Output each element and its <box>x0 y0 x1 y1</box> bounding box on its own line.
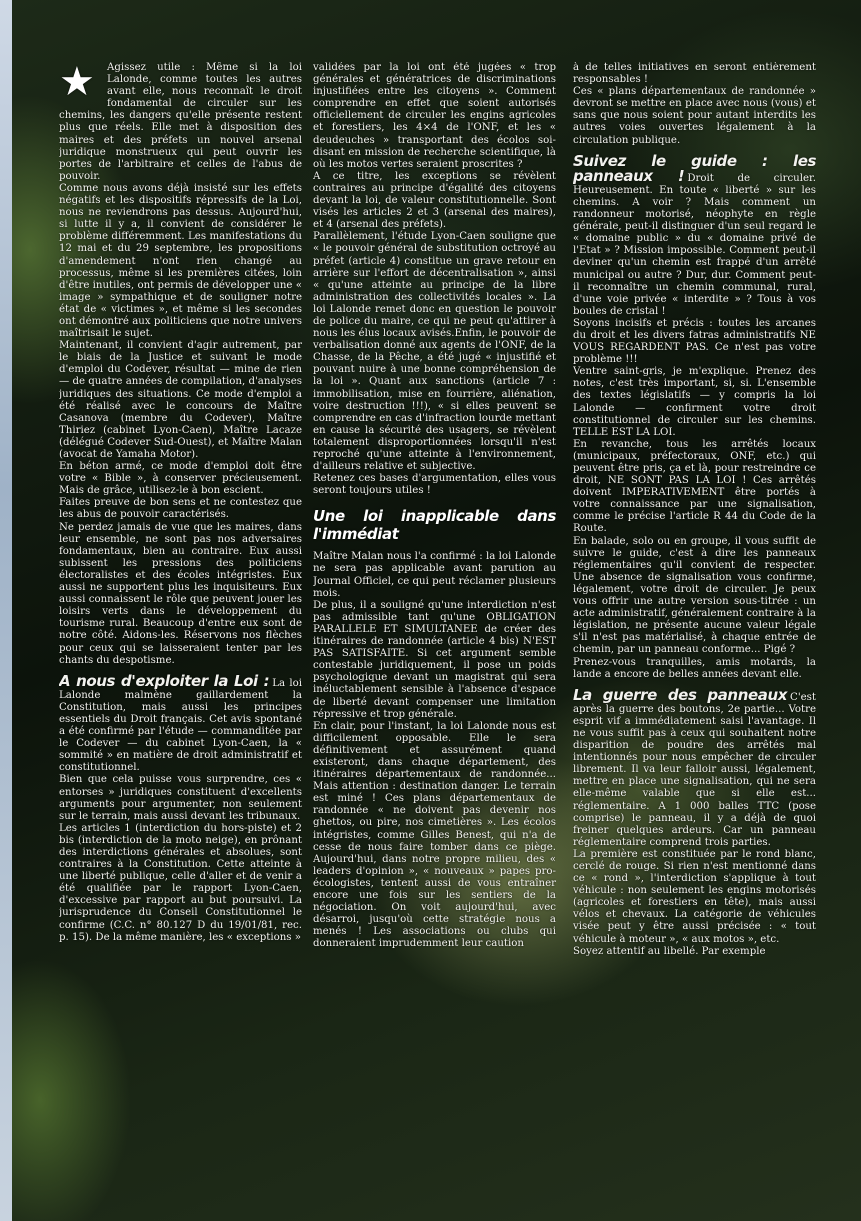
text-column-2 <box>313 62 556 1212</box>
paragraph: En balade, solo ou en groupe, il vous suffit de suivre le guide, c'est à dire les panneaux réglementaires qu'il convient de respecter. Une absence de signalisation vous confirme, légalement, votre droit de circuler. Je peux vous offrir une autre version sous-titrée : un acte administratif, généralement contraire à la législation, ne présente aucune valeur légale s'il n'est pas matérialisé, à chaque entrée de chemin, par un panneau conforme... Pigé ? <box>573 535 816 656</box>
paragraph-with-heading: Suivez le guide : les panneaux ! Droit de circuler. Heureusement. En toute « liberté » sur les chemins. A voir ? Mais comment un randonneur motorisé, néophyte en règle générale, peut-il distinguer d'un seul regard le « domaine public » du « domaine privé de l'Etat » ? Mission impossible. Comment peut-il deviner qu'un chemin est frappé d'un arrêté municipal ou autre ? Dur, dur. Comment peut-il reconnaître un chemin communal, rural, d'une voie privée « interdite » ? Tous à vos boules de cristal ! <box>573 151 816 317</box>
paragraph: Prenez-vous tranquilles, amis motards, la lande a encore de belles années devant elle. <box>573 656 816 680</box>
section-heading-guide: Suivez le guide : les panneaux ! <box>573 151 816 185</box>
section-heading-inapplicable: Une loi inapplicable dans l'immédiat <box>313 507 556 544</box>
star-icon: ★ <box>59 62 95 105</box>
paragraph: Bien que cela puisse vous surprendre, ces « entorses » juridiques constituent d'excellents arguments pour argumenter, non seulement sur le terrain, mais aussi devant les tribunaux. <box>59 774 302 822</box>
section-heading-exploiter: A nous d'exploiter la Loi : <box>59 671 270 690</box>
text-column-3 <box>573 62 816 1212</box>
paragraph: Soyez attentif au libellé. Par exemple <box>573 945 766 957</box>
paragraph: En béton armé, ce mode d'emploi doit être votre « Bible », à conserver précieusement. Mais de grâce, utilisez-le à bon escient. <box>59 461 302 497</box>
paragraph: Parallèlement, l'étude Lyon-Caen souligne que « le pouvoir général de substitution octroyé au préfet (article 4) constitue un grave retour en arrière sur l'effort de décentralisation », ainsi « qu'une atteinte au principe de la libre administration des collectivités locales ». La loi Lalonde remet donc en question le pouvoir de police du maire, ce qui ne peut qu'attirer à nous les élus locaux avisés.Enfin, le pouvoir de verbalisation donné aux agents de l'ONF, de la Chasse, de la Pêche, a été jugé « injustifié et pouvant nuire à une bonne compréhension de la loi ». Quant aux sanctions (article 7 : immobilisation, mise en fourrière, aliénation, voire destruction !!!), « si elles peuvent se comprendre en cas d'infraction lourde mettant en cause la sécurité des usagers, se révèlent totalement disproportionnées lorsqu'il n'est reproché qu'une atteinte à l'environnement, d'ailleurs relative et subjective. <box>313 231 556 473</box>
paragraph: Ne perdez jamais de vue que les maires, dans leur ensemble, ne sont pas nos adversaires fondamentaux, bien au contraire. Eux aussi subissent les pressions des politiciens électoralistes et des écoles intégristes. Eux aussi ne supportent plus les inquisiteurs. Eux aussi connaissent le rôle que peuvent jouer les loisirs verts dans le développement du tourisme rural. Beaucoup d'entre eux sont de notre côté. Aidons-les. Réservons nos flèches pour ceux qui se laisseraient tenter par les chants du despotisme. <box>59 521 302 666</box>
text-column-1 <box>59 62 302 1212</box>
paragraph: A ce titre, les exceptions se révèlent contraires au principe d'égalité des citoyens devant la loi, de valeur constitutionnelle. Sont visés les articles 2 et 3 (arsenal des maires), et 4 (arsenal des préfets). <box>313 170 556 231</box>
paragraph-with-heading: A nous d'exploiter la Loi : La loi Lalonde malmène gaillardement la Constitution, mais aussi les principes essentiels du Droit français. Cet avis spontané a été confirmé par l'étude — commanditée par le Codever — du cabinet Lyon-Caen, la « sommité » en matière de droit administratif et constitutionnel. <box>59 671 302 774</box>
paragraph: Maintenant, il convient d'agir autrement, par le biais de la Justice et suivant le mode d'emploi du Codever, résultat — mine de rien — de quatre années de compilation, d'analyses juridiques des situations. Ce mode d'emploi a été réalisé avec le concours de Maître Casanova (membre du Codever), Maître Thiriez (cabinet Lyon-Caen), Maître Lacaze (délégué Codever Sud-Ouest), et Maître Malan (avocat de Yamaha Motor). <box>59 340 302 460</box>
page-edge <box>0 0 12 1221</box>
paragraph: Ces « plans départementaux de randonnée » devront se mettre en place avec nous (vous) et sans que nous soient pour autant interdits les autres voies ouvertes légalement à la circulation publique. <box>573 86 816 146</box>
paragraph-intro: ★ Agissez utile : Même si la loi Lalonde, comme toutes les autres avant elle, nous reconnaît le droit fondamental de circuler sur les chemins, les dangers qu'elle présente restent plus que réels. Elle met à disposition des maires et des préfets un nouvel arsenal juridique monstrueux qui peut ouvrir les portes de l'arbitraire et celles de l'abus de pouvoir. <box>59 62 302 182</box>
paragraph: En revanche, tous les arrêtés locaux (municipaux, préfectoraux, ONF, etc.) qui peuvent être pris, ça et là, pour restreindre ce droit, NE SONT PAS LA LOI ! Ces arrêtés doivent IMPERATIVEMENT être portés à votre connaissance par une signalisation, comme le précise l'article R 44 du Code de la Route. <box>573 438 816 535</box>
paragraph-with-heading: La guerre des panneaux C'est après la guerre des boutons, 2e partie... Votre esprit vif a immédiatement saisi l'avantage. Il ne vous suffit pas à ceux qui souhaitent notre disparition de poudre des arrêtés mal intentionnés pour nous empêcher de circuler librement. Il va leur falloir aussi, légalement, mettre en place une signalisation, qui ne sera elle-même valable que si elle est... réglementaire. A 1 000 balles TTC (pose comprise) le panneau, il y a déjà de quoi freiner quelques ardeurs. Car un panneau réglementaire comprend trois parties. <box>573 685 816 848</box>
section-heading-guerre: La guerre des panneaux <box>573 685 788 704</box>
paragraph: Ventre saint-gris, je m'explique. Prenez des notes, c'est très important, si, si. L'ensemble des textes législatifs — y compris la loi Lalonde — confirment votre droit constitutionnel de circuler sur les chemins. TELLE EST LA LOI. <box>573 366 816 438</box>
paragraph: Maître Malan nous l'a confirmé : la loi Lalonde ne sera pas applicable avant parution au Journal Officiel, ce qui peut réclamer plusieurs mois. <box>313 551 556 599</box>
paragraph: De plus, il a souligné qu'une interdiction n'est pas admissible tant qu'une OBLIGATION PARALLELE ET SIMULTANEE de créer des itinéraires de randonnée (article 4 bis) N'EST PAS SATISFAITE. Si cet argument semble contestable juridiquement, il pose un poids psychologique devant un magistrat qui sera inéluctablement sensible à l'absence d'espace de liberté devant compenser une limitation répressive et trop générale. <box>313 599 556 720</box>
paragraph: Soyons incisifs et précis : toutes les arcanes du droit et les divers fatras administratifs NE VOUS REGARDENT PAS. Ce n'est pas votre problème !!! <box>573 317 816 366</box>
paragraph: à de telles initiatives en seront entièrement responsables ! <box>573 62 816 86</box>
paragraph: En clair, pour l'instant, la loi Lalonde nous est difficilement opposable. Elle le sera définitivement et assurément quand existeront, dans chaque département, des itinéraires départementaux de randonnée... Mais attention : destination danger. Le terrain est miné ! Ces plans départementaux de randonnée « ne doivent pas devenir nos ghettos, ou pire, nos cimetières ». Les écolos intégristes, comme Gilles Benest, qui n'a de cesse de nous faire tomber dans ce piège. Aujourd'hui, dans notre propre milieu, des « leaders d'opinion », « nouveaux » papes pro-écologistes, tentent aussi de vous entraîner encore une fois sur les sentiers de la négociation. On voit aujourd'hui, avec désarroi, jusqu'où cette stratégie nous a menés ! Les associations ou clubs qui donneraient imprudemment leur caution <box>313 720 556 950</box>
paragraph: La première est constituée par le rond blanc, cerclé de rouge. Si rien n'est mentionné dans ce « rond », l'interdiction s'applique à tout véhicule : non seulement les engins motorisés (agricoles et forestiers en tête), mais aussi vélos et chevaux. La catégorie de véhicules visée peut y être aussi précisée : « tout véhicule à moteur », « aux motos », etc. <box>573 848 816 945</box>
paragraph: Retenez ces bases d'argumentation, elles vous seront toujours utiles ! <box>313 473 556 497</box>
paragraph: Comme nous avons déjà insisté sur les effets négatifs et les dispositifs répressifs de la Loi, nous ne reviendrons pas dessus. Aujourd'hui, si lutte il y a, il convient de considérer le problème différemment. Les manifestations du 12 mai et du 29 septembre, les propositions d'amendement n'ont rien changé au processus, même si les premières citées, loin d'être inutiles, ont permis de développer une « image » sympathique et de souligner notre état de « victimes », et même si les secondes ont démontré aux politiciens que notre univers maîtrisait le sujet. <box>59 182 302 340</box>
paragraph: Les articles 1 (interdiction du hors-piste) et 2 bis (interdiction de la moto neige), en prônant des interdictions générales et absolues, sont contraires à la Constitution. Cette atteinte à une liberté publique, celle d'aller et de venir a été qualifiée par le rapport Lyon-Caen, d'excessive par rapport au but poursuivi. La jurisprudence du Conseil Constitutionnel le confirme (C.C. n° 80.127 D du 19/01/81, rec. p. 15). De la même manière, les « exceptions » <box>59 822 302 943</box>
paragraph: Faites preuve de bon sens et ne contestez que les abus de pouvoir caractérisés. <box>59 497 302 521</box>
paragraph: validées par la loi ont été jugées « trop générales et génératrices de discriminations injustifiées entre les citoyens ». Comment comprendre en effet que soient autorisés officiellement de circuler les engins agricoles et forestiers, les 4×4 de l'ONF, et les « deudeuches » transportant des écolos soi-disant en mission de recherche scientifique, là où les motos vertes seraient proscrites ? <box>313 62 556 170</box>
